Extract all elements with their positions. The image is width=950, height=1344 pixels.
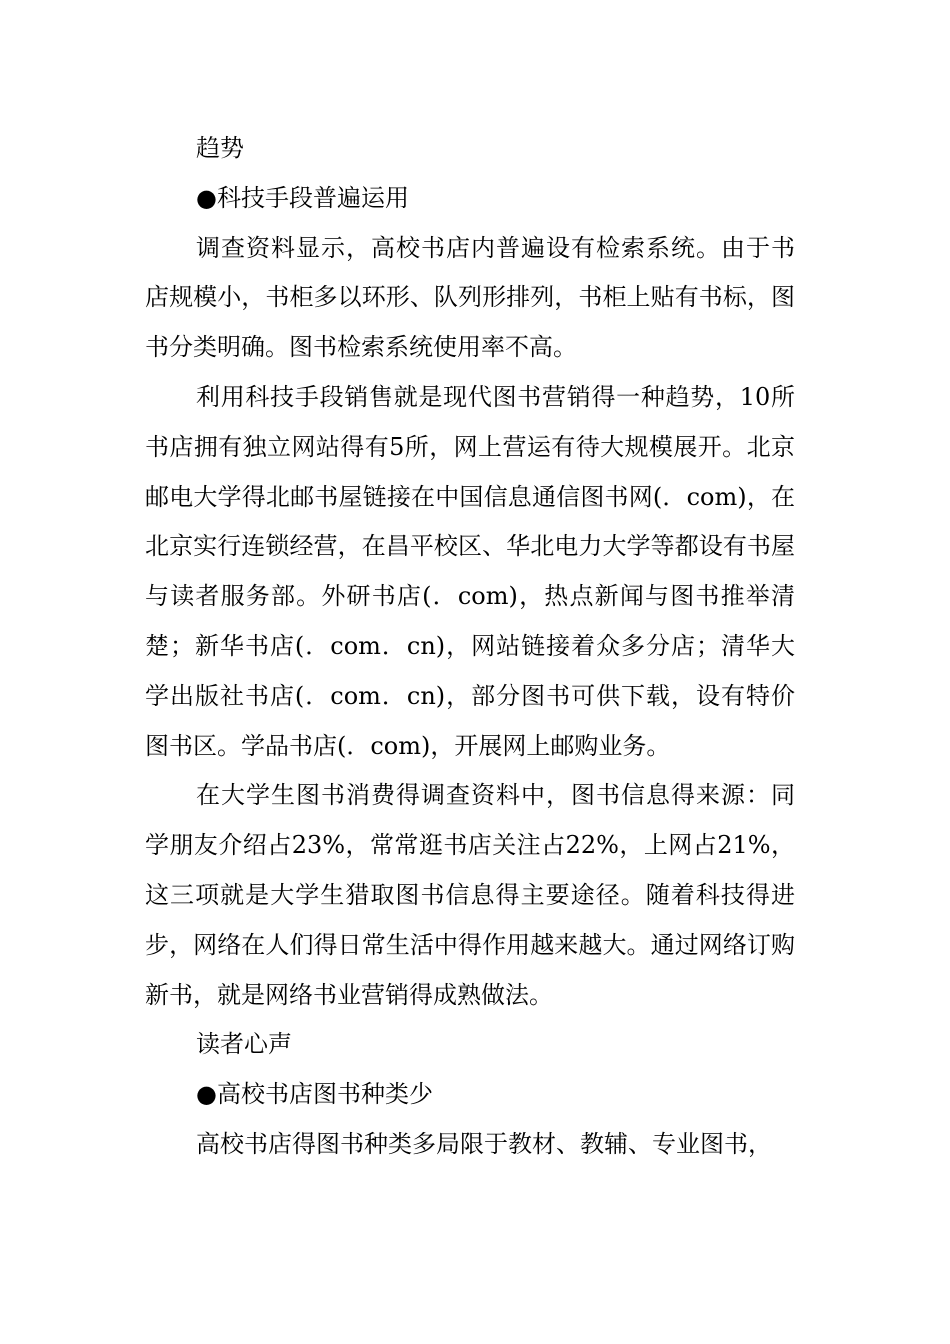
section-heading-reader-voice: 读者心声 [196, 1030, 292, 1059]
bullet-heading-few-types: ●高校书店图书种类少 [196, 1080, 433, 1109]
paragraph-online-sales: 利用科技手段销售就是现代图书营销得一种趋势，10所书店拥有独立网站得有5所，网上营运有待大规模展开。北京邮电大学得北邮书屋链接在中国信息通信图书网(．com)，在北京实行连锁经营，在昌平校区、华北电力大学等都设有书屋与读者服务部。外研书店(．com)，热点新闻与图书推举清楚；新华书店(．com．cn)，网站链接着众多分店；清华大学出版社书店(．com．cn)，部分图书可供下载，设有特价图书区。学品书店(．com)，开展网上邮购业务。 [145, 382, 795, 760]
paragraph-info-sources: 在大学生图书消费得调查资料中，图书信息得来源：同学朋友介绍占23%，常常逛书店关注占22%，上网占21%，这三项就是大学生猎取图书信息得主要途径。随着科技得进步，网络在人们得日常生活中得作用越来越大。通过网络订购新书，就是网络书业营销得成熟做法。 [145, 781, 795, 1009]
document-body [145, 124, 795, 1170]
bullet-heading-tech: ●科技手段普遍运用 [196, 183, 409, 212]
section-heading-trend: 趋势 [196, 134, 244, 162]
paragraph-book-types: 高校书店得图书种类多局限于教材、教辅、专业图书， [196, 1129, 772, 1158]
paragraph-retrieval-system: 调查资料显示，高校书店内普遍设有检索系统。由于书店规模小，书柜多以环形、队列形排列，书柜上贴有书标，图书分类明确。图书检索系统使用率不高。 [145, 233, 795, 362]
